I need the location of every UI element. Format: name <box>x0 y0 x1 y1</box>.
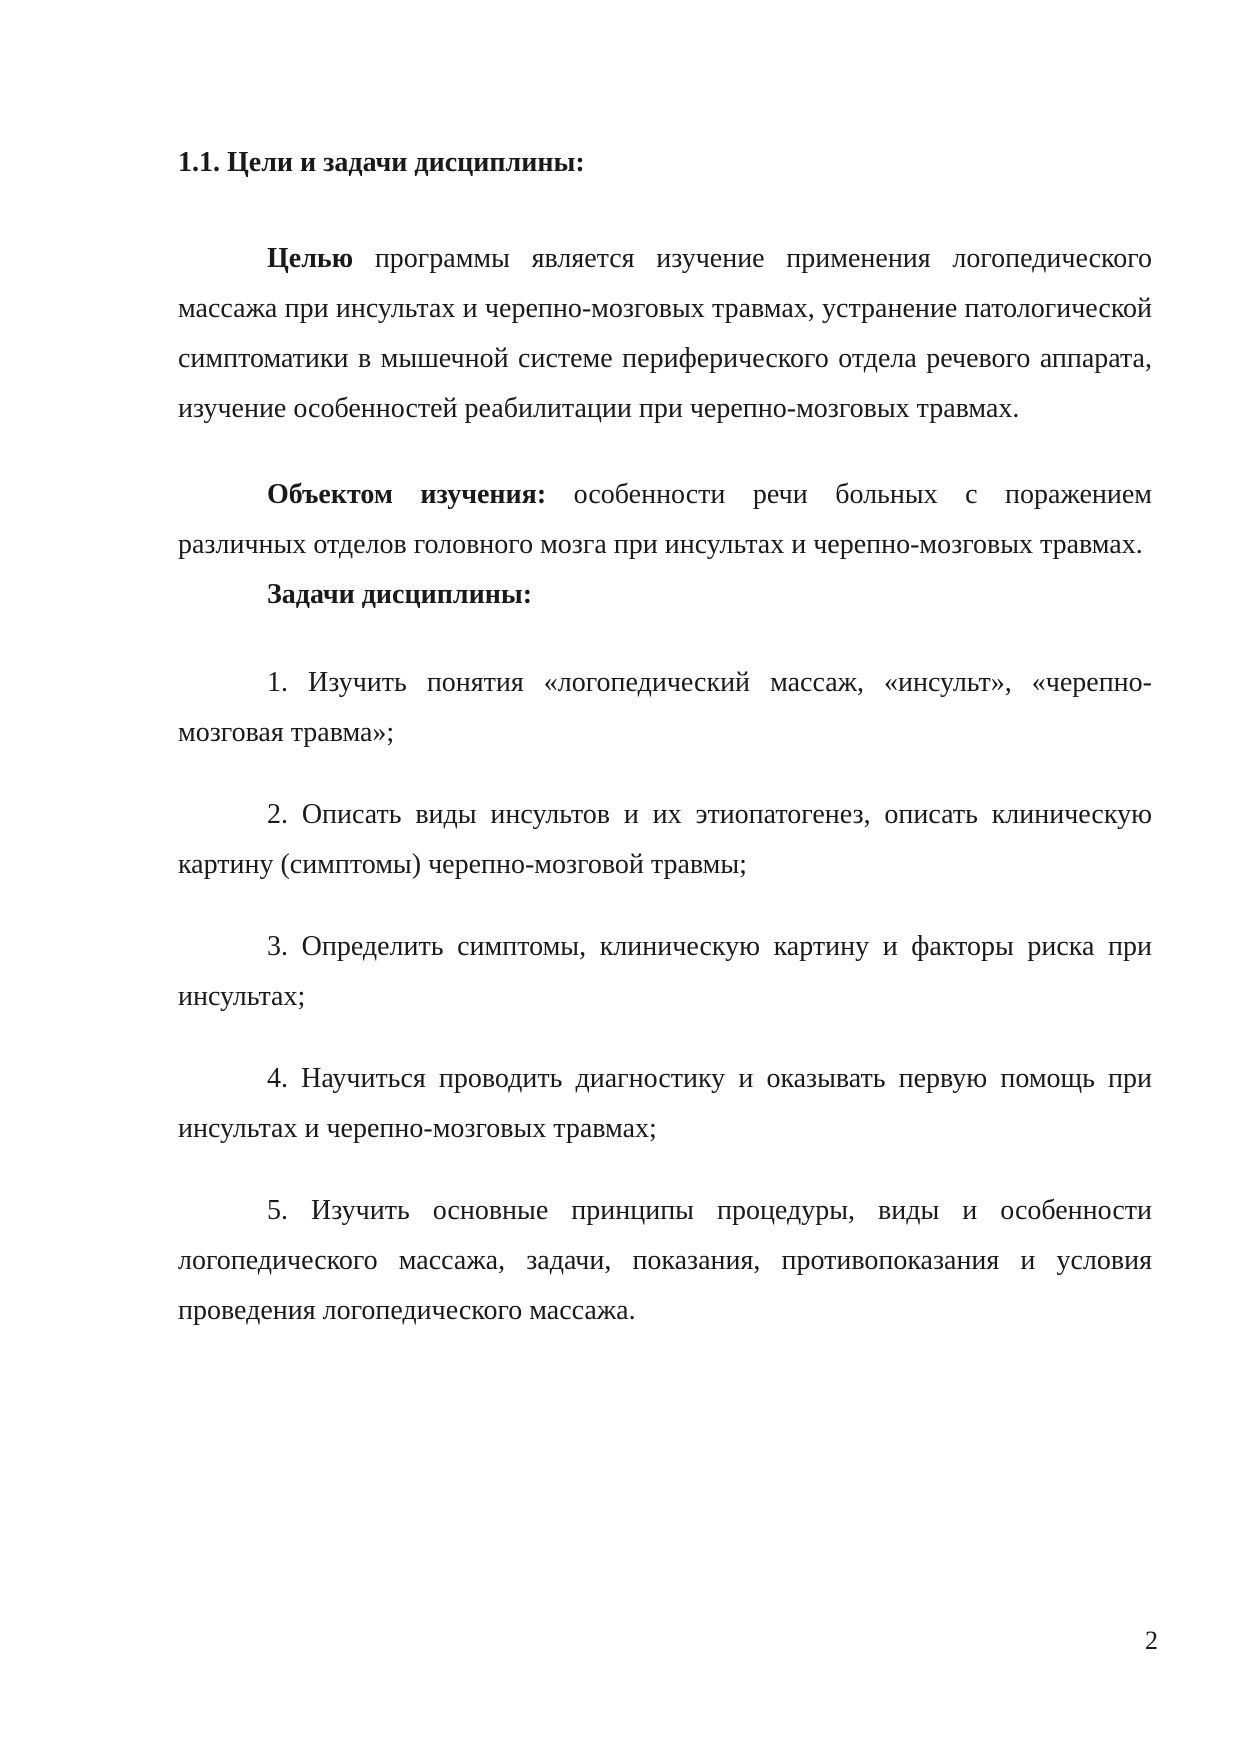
goal-paragraph <box>178 234 1152 434</box>
page-content <box>178 138 1152 1336</box>
object-text: особенности речи больных с поражением различных отделов головного мозга при инсультах и черепно-мозговых травмах. <box>178 479 1152 560</box>
task-item-4: 4. Научиться проводить диагностику и оказывать первую помощь при инсультах и черепно-мозговых травмах; <box>178 1063 1152 1144</box>
goal-label: Целью <box>267 243 354 274</box>
object-label: Объектом изучения: <box>267 479 547 510</box>
section-heading: 1.1. Цели и задачи дисциплины: <box>178 147 585 178</box>
task-item-2: 2. Описать виды инсультов и их этиопатогенез, описать клиническую картину (симптомы) черепно-мозговой травмы; <box>178 799 1152 880</box>
task-item-1: 1. Изучить понятия «логопедический массаж, «инсульт», «черепно-мозговая травма»; <box>178 667 1152 748</box>
task-item-3: 3. Определить симптомы, клиническую картину и факторы риска при инсультах; <box>178 931 1152 1012</box>
object-paragraph <box>178 470 1152 570</box>
task-item-5: 5. Изучить основные принципы процедуры, виды и особенности логопедического массажа, задачи, показания, противопоказания и условия проведения логопедического массажа. <box>178 1195 1152 1326</box>
page-number: 2 <box>1145 1626 1158 1655</box>
tasks-heading: Задачи дисциплины: <box>267 579 533 610</box>
goal-text: программы является изучение применения логопедического массажа при инсультах и черепно-мозговых травмах, устранение патологической симптоматики в мышечной системе периферического отдела речевого аппарата, изучение особенностей реабилитации при черепно-мозговых травмах. <box>178 243 1152 424</box>
